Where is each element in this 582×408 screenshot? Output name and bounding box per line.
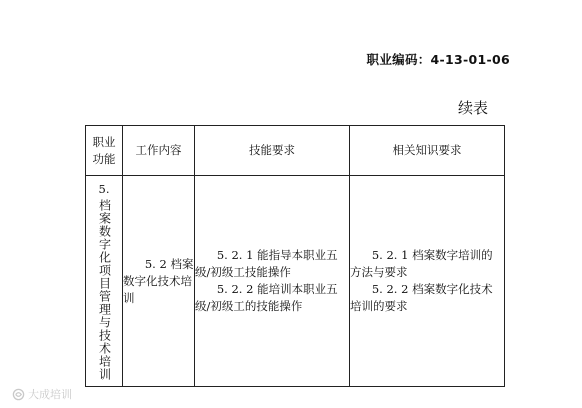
skill-item: 5. 2. 1 能指导本职业五级/初级工技能操作	[195, 248, 338, 279]
skill-item: 5. 2. 2 能培训本职业五级/初级工的技能操作	[195, 282, 338, 313]
function-name: 档案数字化项目管理与技术培训	[97, 198, 112, 381]
knowledge-cell	[350, 176, 505, 387]
knowledge-item: 5. 2. 2 档案数字化技术培训的要求	[350, 282, 493, 313]
header-work-content: 工作内容	[123, 126, 195, 176]
skill-requirements-table	[85, 125, 505, 387]
header-occupational-function: 职业功能	[86, 126, 123, 176]
continued-label: 续表	[457, 99, 488, 117]
watermark	[12, 386, 72, 402]
watermark-text: 大成培训	[28, 388, 72, 401]
knowledge-item: 5. 2. 1 档案数字培训的方法与要求	[350, 248, 493, 279]
work-content-cell	[123, 176, 195, 387]
occupation-code: 职业编码：4-13-01-06	[366, 52, 510, 67]
table-row	[86, 176, 505, 387]
header-skill-requirements: 技能要求	[195, 126, 350, 176]
function-number: 5.	[98, 181, 110, 196]
table-header-row	[86, 126, 505, 176]
function-cell	[86, 176, 123, 387]
skills-cell	[195, 176, 350, 387]
work-content-text: 5. 2 档案数字化技术培训	[123, 256, 194, 305]
header-knowledge-requirements: 相关知识要求	[350, 126, 505, 176]
logo-icon	[12, 388, 25, 401]
